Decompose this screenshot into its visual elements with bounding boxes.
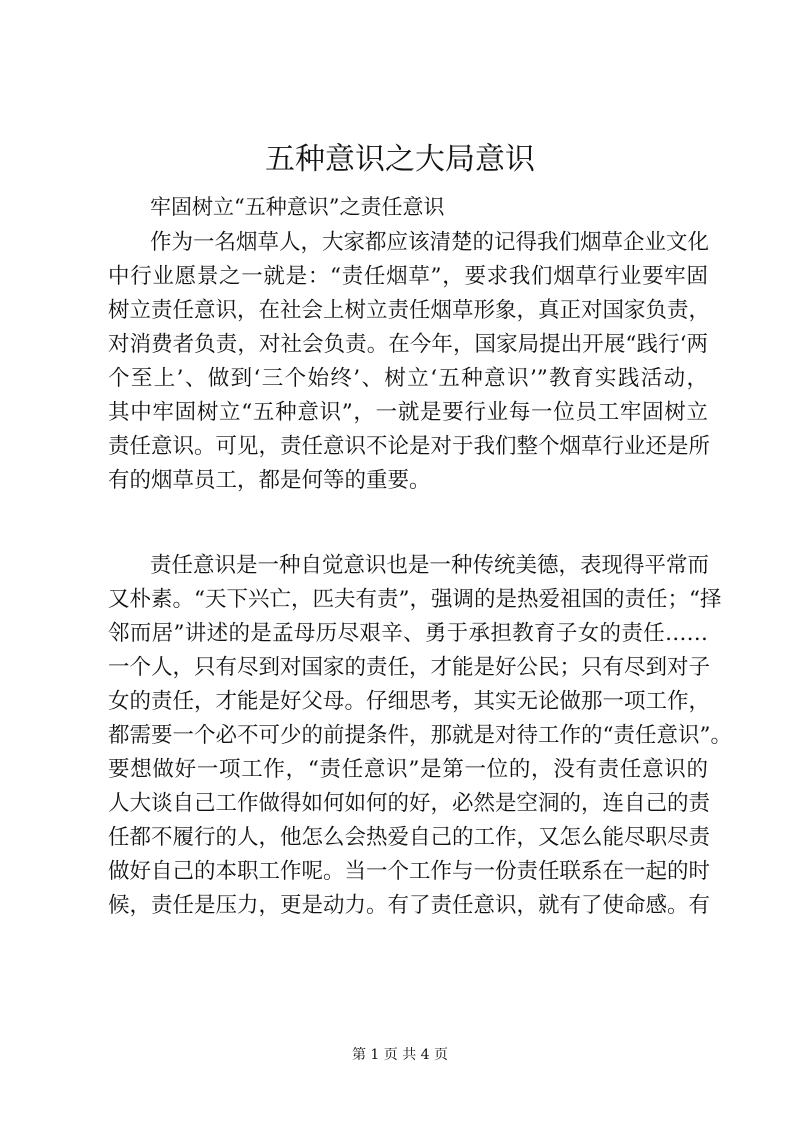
paragraph-line: 邻而居”讲述的是孟母历尽艰辛、勇于承担教育子女的责任…… (108, 621, 708, 646)
paragraph-line: 责任意识。可见，责任意识不论是对于我们整个烟草行业还是所 (108, 434, 711, 459)
paragraph-line: 候，责任是压力，更是动力。有了责任意识，就有了使命感。有 (108, 893, 711, 918)
paragraph-line: 人大谈自己工作做得如何如何的好，必然是空洞的，连自己的责 (108, 791, 711, 816)
paragraph-line: 对消费者负责，对社会负责。在今年，国家局提出开展“践行‘两 (108, 332, 708, 357)
paragraph-line: 中行业愿景之一就是：“责任烟草”，要求我们烟草行业要牢固 (108, 264, 708, 289)
paragraph-line: 女的责任，才能是好父母。仔细思考，其实无论做那一项工作， (108, 689, 711, 714)
paragraph-line: 其中牢固树立“五种意识”，一就是要行业每一位员工牢固树立 (108, 400, 708, 425)
paragraph-line: 要想做好一项工作，“责任意识”是第一位的，没有责任意识的 (108, 757, 708, 782)
paragraph-line: 责任意识是一种自觉意识也是一种传统美德，表现得平常而 (150, 553, 710, 578)
document-title: 五种意识之大局意识 (265, 142, 535, 177)
paragraph-line: 作为一名烟草人，大家都应该清楚的记得我们烟草企业文化 (150, 230, 710, 255)
page-number-footer: 第 1 页 共 4 页 (351, 1047, 449, 1063)
paragraph-line: 一个人，只有尽到对国家的责任，才能是好公民；只有尽到对子 (108, 655, 711, 680)
paragraph-line: 有的烟草员工，都是何等的重要。 (108, 468, 431, 493)
paragraph-line: 树立责任意识，在社会上树立责任烟草形象，真正对国家负责， (108, 298, 711, 323)
paragraph-line: 做好自己的本职工作呢。当一个工作与一份责任联系在一起的时 (108, 859, 711, 884)
document-subtitle: 牢固树立“五种意识”之责任意识 (150, 195, 445, 219)
paragraph-line: 都需要一个必不可少的前提条件，那就是对待工作的“责任意识”。 (108, 723, 732, 748)
paragraph-line: 任都不履行的人，他怎么会热爱自己的工作，又怎么能尽职尽责 (108, 825, 711, 850)
paragraph-line: 又朴素。“天下兴亡，匹夫有责”，强调的是热爱祖国的责任；“择 (108, 587, 722, 612)
paragraph-2 (108, 549, 732, 923)
paragraph-1 (108, 226, 711, 498)
paragraph-line: 个至上’、做到‘三个始终’、树立‘五种意识’”教育实践活动， (108, 366, 708, 391)
